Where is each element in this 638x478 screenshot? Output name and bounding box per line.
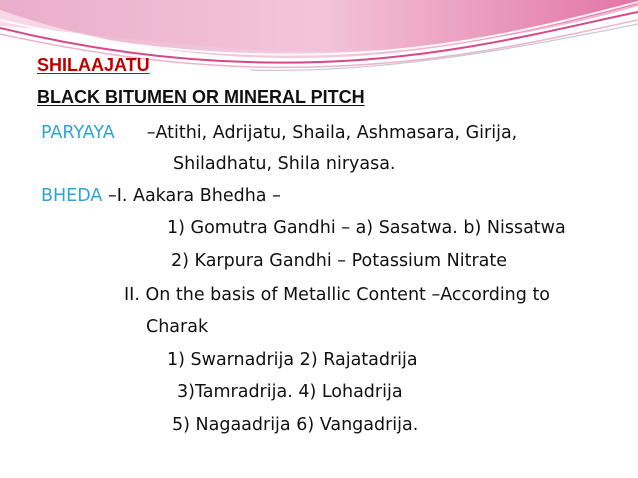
metal-list-row-2 — [177, 381, 403, 403]
paryaya-line-2 — [173, 153, 396, 175]
slide-title: SHILAAJATU — [37, 55, 150, 75]
bheda-section2-line-2 — [146, 316, 208, 338]
bheda-item-2 — [171, 250, 507, 272]
paryaya-text-2: Shiladhatu, Shila niryasa. — [173, 154, 396, 174]
bheda-line-1 — [41, 185, 281, 207]
bheda-item-1 — [167, 217, 566, 239]
metal-list-row-3-text: 5) Nagaadrija 6) Vangadrija. — [172, 415, 419, 435]
slide-subtitle-line — [37, 86, 365, 109]
paryaya-label: PARYAYA — [41, 123, 115, 143]
bheda-item-1-text: 1) Gomutra Gandhi – a) Sasatwa. b) Nissatwa — [167, 218, 566, 238]
slide-title-line — [37, 54, 150, 77]
bheda-label: BHEDA — [41, 186, 103, 206]
paryaya-text-1: –Atithi, Adrijatu, Shaila, Ashmasara, Girija, — [146, 123, 518, 143]
slide-subtitle: BLACK BITUMEN OR MINERAL PITCH — [37, 87, 365, 107]
bheda-section2-line-1 — [124, 284, 550, 306]
bheda-item-2-text: 2) Karpura Gandhi – Potassium Nitrate — [171, 251, 507, 271]
bheda-text-1: –I. Aakara Bhedha – — [107, 186, 281, 206]
metal-list-row-2-text: 3)Tamradrija. 4) Lohadrija — [177, 382, 403, 402]
metal-list-row-1-text: 1) Swarnadrija 2) Rajatadrija — [167, 350, 418, 370]
paryaya-line-1 — [41, 122, 517, 144]
metal-list-row-3 — [172, 414, 418, 436]
bheda-section2-text-2: Charak — [146, 317, 209, 337]
bheda-section2-text-1: II. On the basis of Metallic Content –According to — [124, 285, 551, 305]
metal-list-row-1 — [167, 349, 418, 371]
